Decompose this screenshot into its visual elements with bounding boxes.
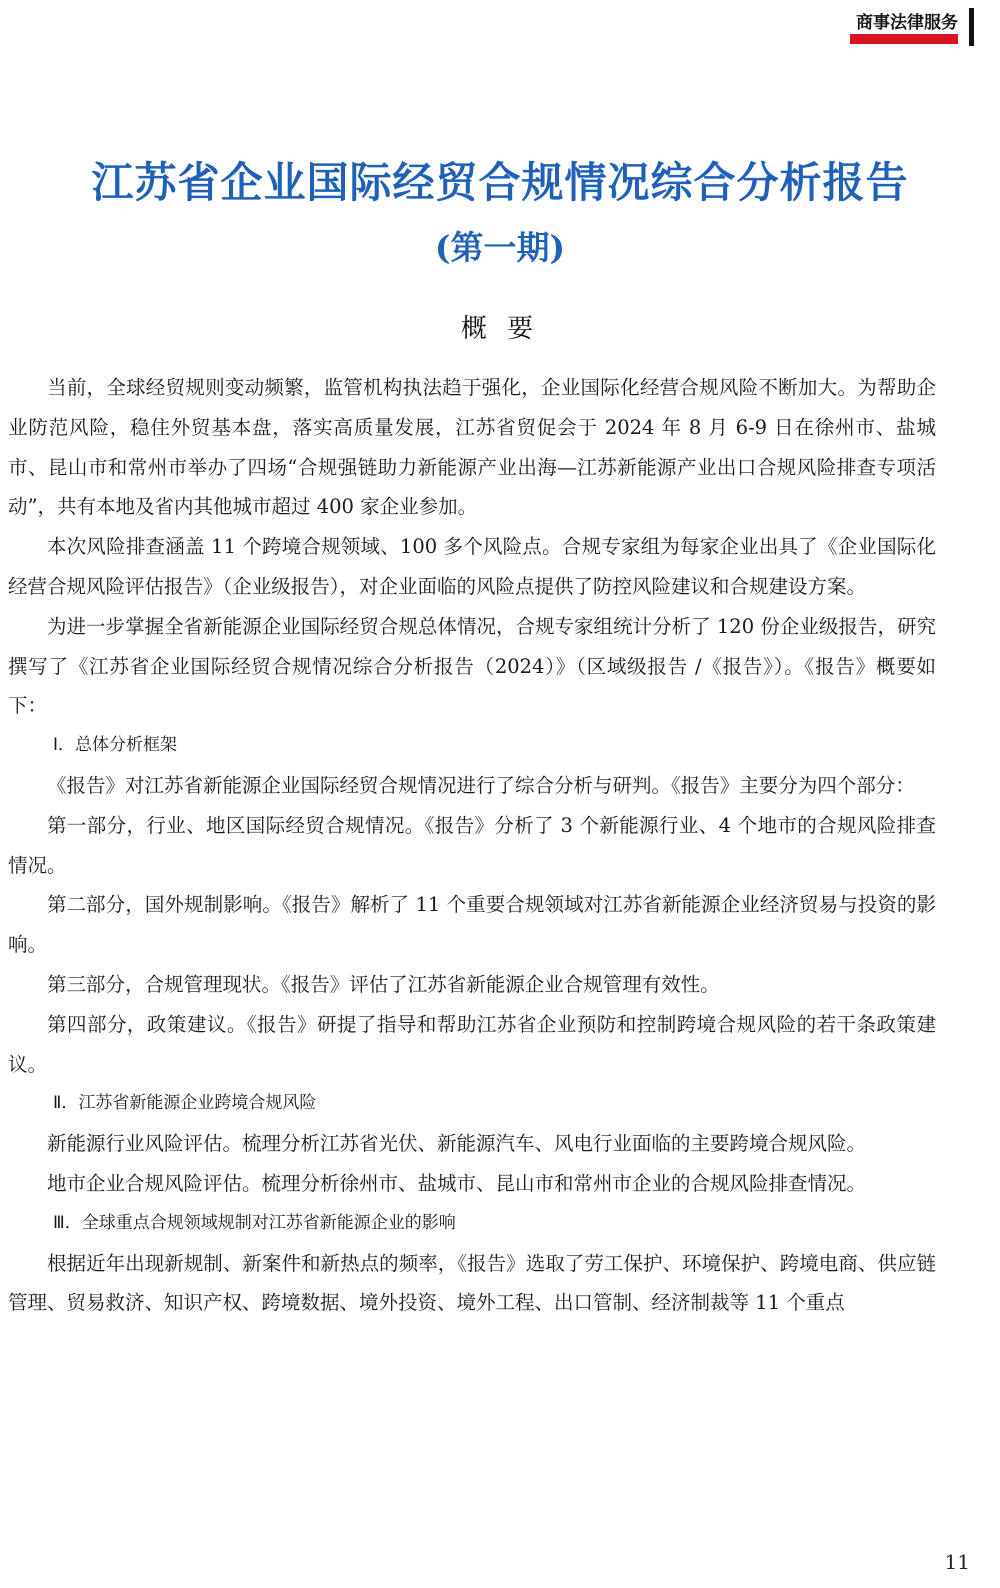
paragraph: 当前，全球经贸规则变动频繁，监管机构执法趋于强化，企业国际化经营合规风险不断加大。为帮助企业防范风险，稳住外贸基本盘，落实高质量发展，江苏省贸促会于 2024 年 8 月 6-9 日在徐州市、盐城市、昆山市和常州市举办了四场“合规强链助力新能源产业出海—江苏新能源产业出口合规风险排查专项活动”，共有本地及省内其他城市超过 400 家企业参加。 — [8, 376, 936, 519]
paragraph: 本次风险排查涵盖 11 个跨境合规领域、100 多个风险点。合规专家组为每家企业出具了《企业国际化经营合规风险评估报告》（企业级报告），对企业面临的风险点提供了防控风险建议和合规建设方案。 — [8, 535, 936, 598]
paragraph: 第一部分，行业、地区国际经贸合规情况。《报告》分析了 3 个新能源行业、4 个地市的合规风险排查情况。 — [8, 813, 936, 877]
report-issue: (第一期) — [434, 228, 566, 267]
section-heading: Ⅰ．总体分析框架 — [53, 735, 178, 756]
paragraph: 根据近年出现新规制、新案件和新热点的频率，《报告》选取了劳工保护、环境保护、跨境电商、供应链管理、贸易救济、知识产权、跨境数据、境外投资、境外工程、出口管制、经济制裁等 11 个重点 — [8, 1251, 936, 1315]
section-heading: Ⅲ．全球重点合规领域规制对江苏省新能源企业的影响 — [53, 1212, 456, 1233]
section-heading: Ⅱ．江苏省新能源企业跨境合规风险 — [53, 1093, 317, 1114]
paragraph: 为进一步掌握全省新能源企业国际经贸合规总体情况，合规专家组统计分析了 120 份企业级报告，研究撰写了《江苏省企业国际经贸合规情况综合分析报告（2024）》（区域级报告 /《报告》）。《报告》概要如下： — [8, 614, 936, 718]
paragraph: 新能源行业风险评估。梳理分析江苏省光伏、新能源汽车、风电行业面临的主要跨境合规风险。 — [47, 1132, 867, 1156]
body-text — [8, 368, 936, 1323]
section-tag-underline — [850, 34, 958, 44]
paragraph: 第三部分，合规管理现状。《报告》评估了江苏省新能源企业合规管理有效性。 — [47, 972, 720, 996]
abstract-heading: 概 要 — [460, 314, 540, 344]
page-number: 11 — [944, 1550, 970, 1574]
header-divider-bar — [969, 8, 974, 46]
section-tag: 商事法律服务 — [856, 13, 958, 33]
report-title: 江苏省企业国际经贸合规情况综合分析报告 — [91, 158, 909, 207]
paragraph: 《报告》对江苏省新能源企业国际经贸合规情况进行了综合分析与研判。《报告》主要分为四个部分： — [47, 773, 915, 797]
paragraph: 地市企业合规风险评估。梳理分析徐州市、盐城市、昆山市和常州市企业的合规风险排查情况。 — [47, 1171, 867, 1195]
paragraph: 第四部分，政策建议。《报告》研提了指导和帮助江苏省企业预防和控制跨境合规风险的若干条政策建议。 — [8, 1012, 936, 1076]
paragraph: 第二部分，国外规制影响。《报告》解析了 11 个重要合规领域对江苏省新能源企业经济贸易与投资的影响。 — [8, 893, 936, 957]
